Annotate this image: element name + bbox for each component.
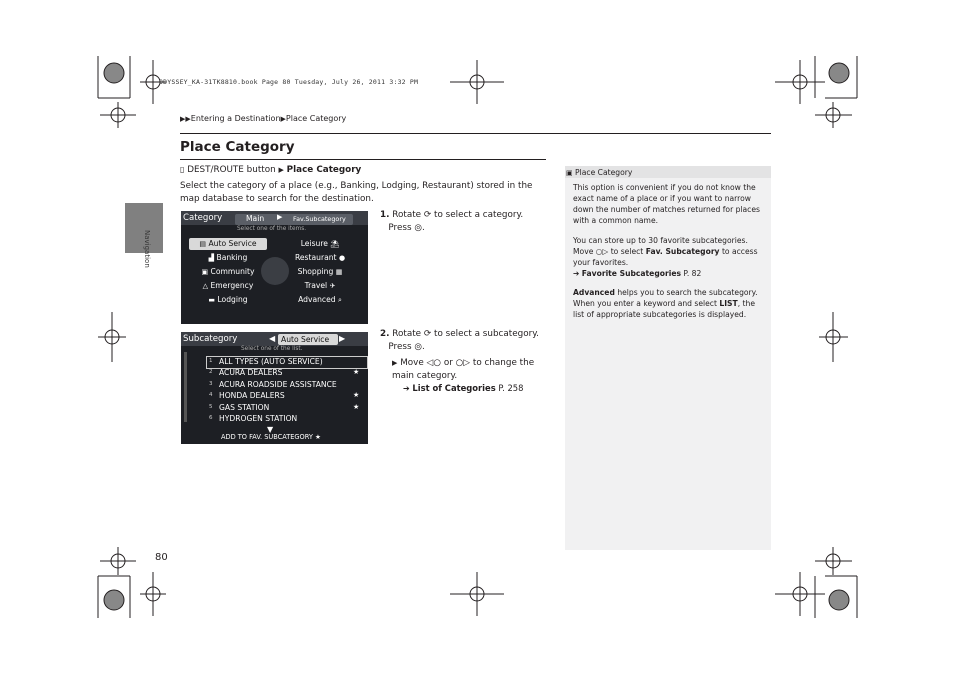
category-advanced[interactable] bbox=[281, 294, 359, 306]
category-travel[interactable] bbox=[281, 280, 359, 292]
table-row[interactable] bbox=[207, 368, 365, 379]
row-label: ACURA DEALERS bbox=[219, 368, 283, 378]
page-title: Place Category bbox=[180, 139, 295, 155]
step-text: to select a category. bbox=[434, 210, 524, 220]
move-right-icon: ○▷ bbox=[595, 247, 609, 256]
step-text: Press bbox=[388, 223, 412, 233]
cart-icon: ▦ bbox=[335, 268, 343, 276]
table-row[interactable] bbox=[207, 357, 365, 368]
step-number: 1. bbox=[380, 210, 390, 220]
link-page: P. 82 bbox=[683, 269, 702, 278]
path-target: Place Category bbox=[286, 165, 362, 175]
sidebar-bold: Fav. Subcategory bbox=[645, 247, 720, 256]
move-right-icon: ○▷ bbox=[455, 358, 471, 368]
category-lodging[interactable] bbox=[189, 294, 267, 306]
step-text: to change the main category. bbox=[392, 358, 535, 381]
step-2: 2. Rotate ⟳ to select a subcategory. Press ◎. bbox=[380, 329, 539, 352]
bank-icon: ▟ bbox=[208, 254, 215, 262]
step-text: Rotate bbox=[392, 329, 422, 339]
breadcrumb-arrow-icon: ▶▶ bbox=[180, 115, 191, 123]
section-label: Navigation bbox=[143, 230, 151, 268]
leisure-icon: ⛱ bbox=[330, 240, 340, 248]
row-label: HONDA DEALERS bbox=[219, 391, 285, 401]
sidebar-bold: LIST bbox=[719, 299, 738, 308]
step-number: 2. bbox=[380, 329, 390, 339]
sidebar-text: to access your favorites. bbox=[573, 247, 758, 267]
breadcrumb-current: Place Category bbox=[285, 114, 347, 123]
category-label: Leisure bbox=[300, 239, 328, 248]
table-row[interactable] bbox=[207, 403, 365, 414]
header-rule bbox=[180, 133, 771, 134]
press-dial-icon: ◎ bbox=[414, 223, 423, 233]
path-arrow-icon: ▶ bbox=[278, 166, 284, 174]
screen-title: Subcategory bbox=[183, 334, 238, 344]
category-emergency[interactable] bbox=[189, 280, 267, 292]
sidebar-heading-text: Place Category bbox=[575, 168, 633, 177]
sidebar-paragraph-3 bbox=[573, 287, 765, 320]
category-leisure[interactable] bbox=[281, 238, 359, 250]
bullet-arrow-icon: ▶ bbox=[392, 359, 398, 367]
favorite-star-icon: ★ bbox=[353, 391, 360, 400]
link-page: P. 258 bbox=[498, 383, 524, 393]
category-label: Advanced bbox=[298, 295, 336, 304]
page-number: 80 bbox=[155, 552, 168, 563]
scroll-down-icon[interactable]: ▼ bbox=[267, 425, 274, 434]
row-label: ACURA ROADSIDE ASSISTANCE bbox=[219, 379, 337, 389]
row-label: ALL TYPES (AUTO SERVICE) bbox=[219, 357, 323, 366]
menu-path bbox=[180, 163, 361, 177]
print-file-header: ODYSSEY_KA-31TK8810.book Page 80 Tuesday, July 26, 2011 3:32 PM bbox=[159, 78, 419, 86]
add-to-fav-button[interactable]: ADD TO FAV. SUBCATEGORY ★ bbox=[221, 433, 321, 441]
step-text: or bbox=[443, 358, 453, 368]
cross-ref-list-categories[interactable] bbox=[403, 383, 523, 393]
auto-service-icon: ▤ bbox=[199, 240, 207, 248]
link-label: Favorite Subcategories bbox=[581, 269, 681, 278]
sidebar-text: You can store up to 30 favorite subcategories. Move bbox=[573, 236, 748, 256]
row-label: HYDROGEN STATION bbox=[219, 414, 298, 423]
link-arrow-icon: ➔ bbox=[403, 384, 410, 393]
category-label: Lodging bbox=[217, 295, 248, 304]
breadcrumb-link-entering-destination[interactable]: Entering a Destination bbox=[190, 114, 281, 123]
title-rule bbox=[180, 159, 546, 160]
category-label: Emergency bbox=[210, 281, 254, 290]
category-label: Travel bbox=[304, 281, 328, 290]
community-icon: ▣ bbox=[201, 268, 209, 276]
sidebar-bold: Advanced bbox=[573, 288, 615, 297]
step-1: 1. Rotate ⟳ to select a category. Press ◎. bbox=[380, 210, 524, 233]
screen-title: Category bbox=[183, 213, 223, 223]
tab-arrow-icon: ▶ bbox=[277, 213, 283, 221]
plane-icon: ✈ bbox=[329, 282, 336, 290]
emergency-icon: △ bbox=[202, 282, 209, 290]
row-index: 2 bbox=[209, 369, 213, 376]
breadcrumb bbox=[180, 114, 346, 123]
table-row[interactable] bbox=[207, 380, 365, 391]
magnifier-icon: ⌕ bbox=[338, 296, 342, 304]
cross-ref-favorite-subcategories[interactable] bbox=[573, 268, 701, 279]
bed-icon: ▬ bbox=[208, 296, 216, 304]
tab-main[interactable]: Main bbox=[246, 214, 265, 223]
row-index: 3 bbox=[209, 380, 213, 387]
path-button: DEST/ROUTE button bbox=[187, 165, 276, 175]
category-screen bbox=[181, 211, 368, 324]
next-category-icon[interactable]: ▶ bbox=[339, 334, 346, 343]
category-label: Restaurant bbox=[294, 253, 337, 262]
category-label: Banking bbox=[216, 253, 248, 262]
move-left-icon: ◁○ bbox=[426, 358, 442, 368]
intro-text: Select the category of a place (e.g., Banking, Lodging, Restaurant) stored in the map database to search for the destination. bbox=[180, 181, 533, 204]
sidebar-paragraph-2 bbox=[573, 235, 765, 268]
sidebar-paragraph-1: This option is convenient if you do not know the exact name of a place or if you want to narrow down the number of matches returned for places with a common name. bbox=[573, 183, 760, 225]
table-row[interactable] bbox=[207, 391, 365, 402]
restaurant-icon: ● bbox=[338, 254, 346, 262]
row-label: GAS STATION bbox=[219, 402, 270, 412]
step-text: Move bbox=[400, 358, 424, 368]
step-text: Press bbox=[388, 342, 412, 352]
remote-icon: ▯ bbox=[180, 165, 185, 174]
category-label: Community bbox=[210, 267, 255, 276]
row-index: 1 bbox=[209, 358, 213, 364]
category-shopping[interactable] bbox=[281, 266, 359, 278]
link-arrow-icon: ➔ bbox=[573, 269, 580, 278]
breadcrumb-arrow-icon: ▶ bbox=[280, 115, 286, 123]
row-index: 4 bbox=[209, 392, 213, 399]
step-text: Rotate bbox=[392, 210, 422, 220]
note-icon: ▣ bbox=[566, 169, 573, 177]
category-banking[interactable] bbox=[189, 252, 267, 264]
step-text: to select a subcategory. bbox=[434, 329, 539, 339]
subcategory-screen bbox=[181, 332, 368, 444]
favorite-star-icon: ★ bbox=[353, 402, 360, 411]
category-community[interactable] bbox=[189, 266, 267, 278]
sidebar-text: to select bbox=[610, 247, 644, 256]
tab-fav-subcategory[interactable]: Fav.Subcategory bbox=[293, 215, 346, 223]
step-2-move bbox=[392, 357, 547, 383]
category-auto-service[interactable] bbox=[189, 238, 267, 250]
interface-dial-icon: ⟳ bbox=[423, 210, 432, 220]
sidebar-heading bbox=[566, 167, 632, 179]
scrollbar[interactable] bbox=[184, 352, 187, 422]
sidebar-text: helps you to search the subcategory. When you enter a keyword and select bbox=[573, 288, 758, 308]
interface-dial-icon: ⟳ bbox=[423, 329, 432, 339]
screen-hint: Select one of the items. bbox=[237, 226, 307, 232]
table-row[interactable] bbox=[207, 414, 365, 425]
category-restaurant[interactable] bbox=[281, 252, 359, 264]
category-label: Shopping bbox=[297, 267, 334, 276]
screen-hint: Select one of the list. bbox=[241, 346, 303, 352]
row-index: 5 bbox=[209, 403, 213, 410]
link-label: List of Categories bbox=[412, 383, 496, 393]
press-dial-icon: ◎ bbox=[414, 342, 423, 352]
category-label: Auto Service bbox=[208, 239, 257, 248]
sidebar-text: , the list of appropriate subcategories is displayed. bbox=[573, 299, 756, 319]
row-index: 6 bbox=[209, 415, 213, 421]
prev-category-icon[interactable]: ◀ bbox=[269, 334, 276, 343]
favorite-star-icon: ★ bbox=[353, 368, 360, 377]
category-selector-label: Auto Service bbox=[281, 335, 330, 344]
